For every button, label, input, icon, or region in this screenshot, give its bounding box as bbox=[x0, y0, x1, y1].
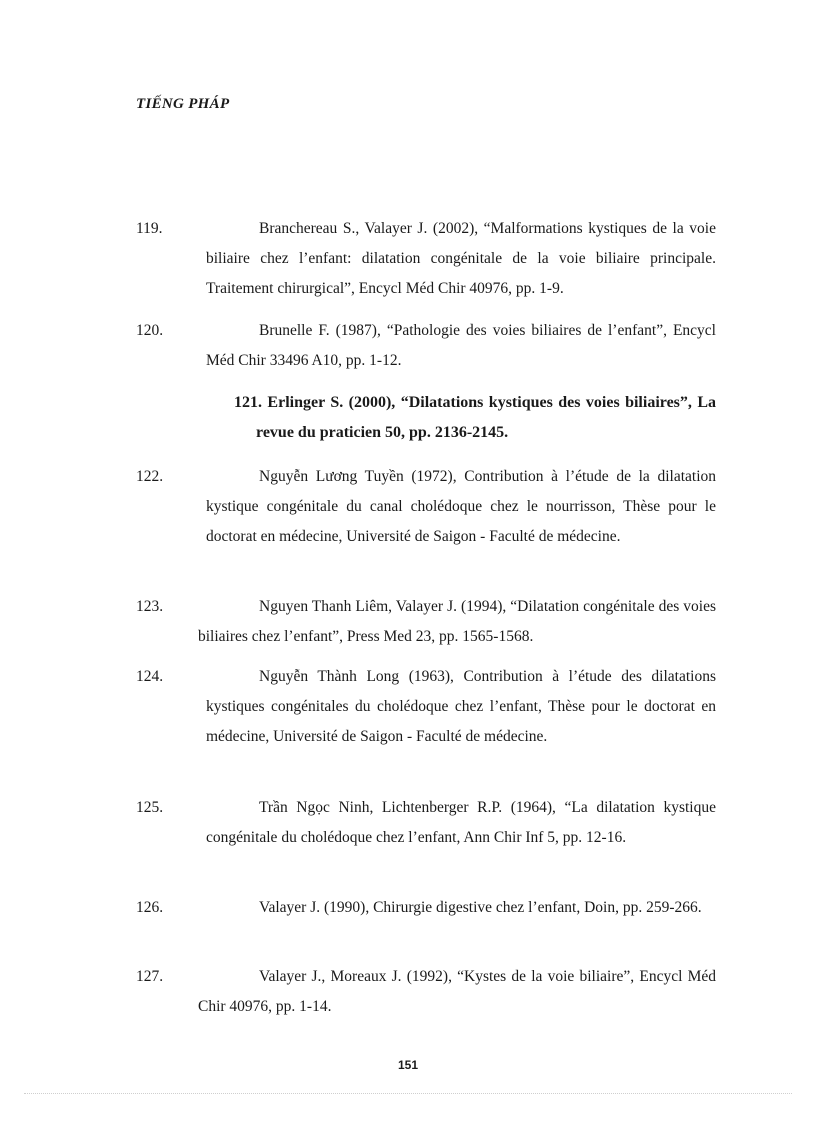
reference-text: Nguyễn Thành Long (1963), Contribution à l’étude des dilatations kystiques congénitales du cholédoque chez l’enfant, Thèse pour le doctorat en médecine, Université de Saigon - Faculté de médecine. bbox=[206, 668, 716, 745]
reference-number: 123. bbox=[136, 598, 164, 615]
reference-item bbox=[136, 592, 716, 652]
reference-number: 127. bbox=[136, 968, 164, 985]
reference-item bbox=[136, 462, 716, 552]
reference-number: 119. bbox=[136, 220, 163, 237]
reference-text: Trần Ngọc Ninh, Lichtenberger R.P. (1964), “La dilatation kystique congénitale du cholédoque chez l’enfant, Ann Chir Inf 5, pp. 12-16. bbox=[206, 799, 716, 846]
reference-item bbox=[136, 662, 716, 752]
reference-text: Valayer J. (1990), Chirurgie digestive chez l’enfant, Doin, pp. 259-266. bbox=[259, 899, 702, 916]
reference-text: Nguyễn Lương Tuyền (1972), Contribution à l’étude de la dilatation kystique congénitale du canal cholédoque chez le nourrisson, Thèse pour le doctorat en médecine, Université de Saigon - Faculté de médecine. bbox=[206, 468, 716, 545]
reference-item bbox=[136, 893, 716, 923]
reference-text: Nguyen Thanh Liêm, Valayer J. (1994), “Dilatation congénitale des voies biliaires chez l’enfant”, Press Med 23, pp. 1565-1568. bbox=[198, 598, 716, 645]
reference-number: 126. bbox=[136, 899, 164, 916]
section-heading: TIẾNG PHÁP bbox=[136, 96, 230, 112]
reference-text: Branchereau S., Valayer J. (2002), “Malformations kystiques de la voie biliaire chez l’enfant: dilatation congénitale de la voie biliaire principale. Traitement chirurgical”, Encycl Méd Chir 40976, pp. 1-9. bbox=[206, 220, 716, 297]
reference-item bbox=[136, 793, 716, 853]
reference-number: 122. bbox=[136, 468, 164, 485]
reference-item bbox=[136, 214, 716, 304]
reference-item bbox=[136, 962, 716, 1022]
reference-text: Valayer J., Moreaux J. (1992), “Kystes de la voie biliaire”, Encycl Méd Chir 40976, pp. 1-14. bbox=[198, 968, 716, 1015]
reference-item bbox=[136, 316, 716, 376]
reference-number: 125. bbox=[136, 799, 164, 816]
reference-number: 121. bbox=[234, 394, 262, 411]
reference-number: 120. bbox=[136, 322, 164, 339]
reference-text: Erlinger S. (2000), “Dilatations kystiques des voies biliaires”, La revue du praticien 50, pp. 2136-2145. bbox=[256, 394, 717, 441]
reference-text: Brunelle F. (1987), “Pathologie des voies biliaires de l’enfant”, Encycl Méd Chir 33496 A10, pp. 1-12. bbox=[206, 322, 716, 369]
reference-number: 124. bbox=[136, 668, 164, 685]
reference-item-bold bbox=[136, 388, 716, 448]
page-bottom-divider bbox=[24, 1093, 792, 1094]
page-number: 151 bbox=[397, 1058, 419, 1072]
